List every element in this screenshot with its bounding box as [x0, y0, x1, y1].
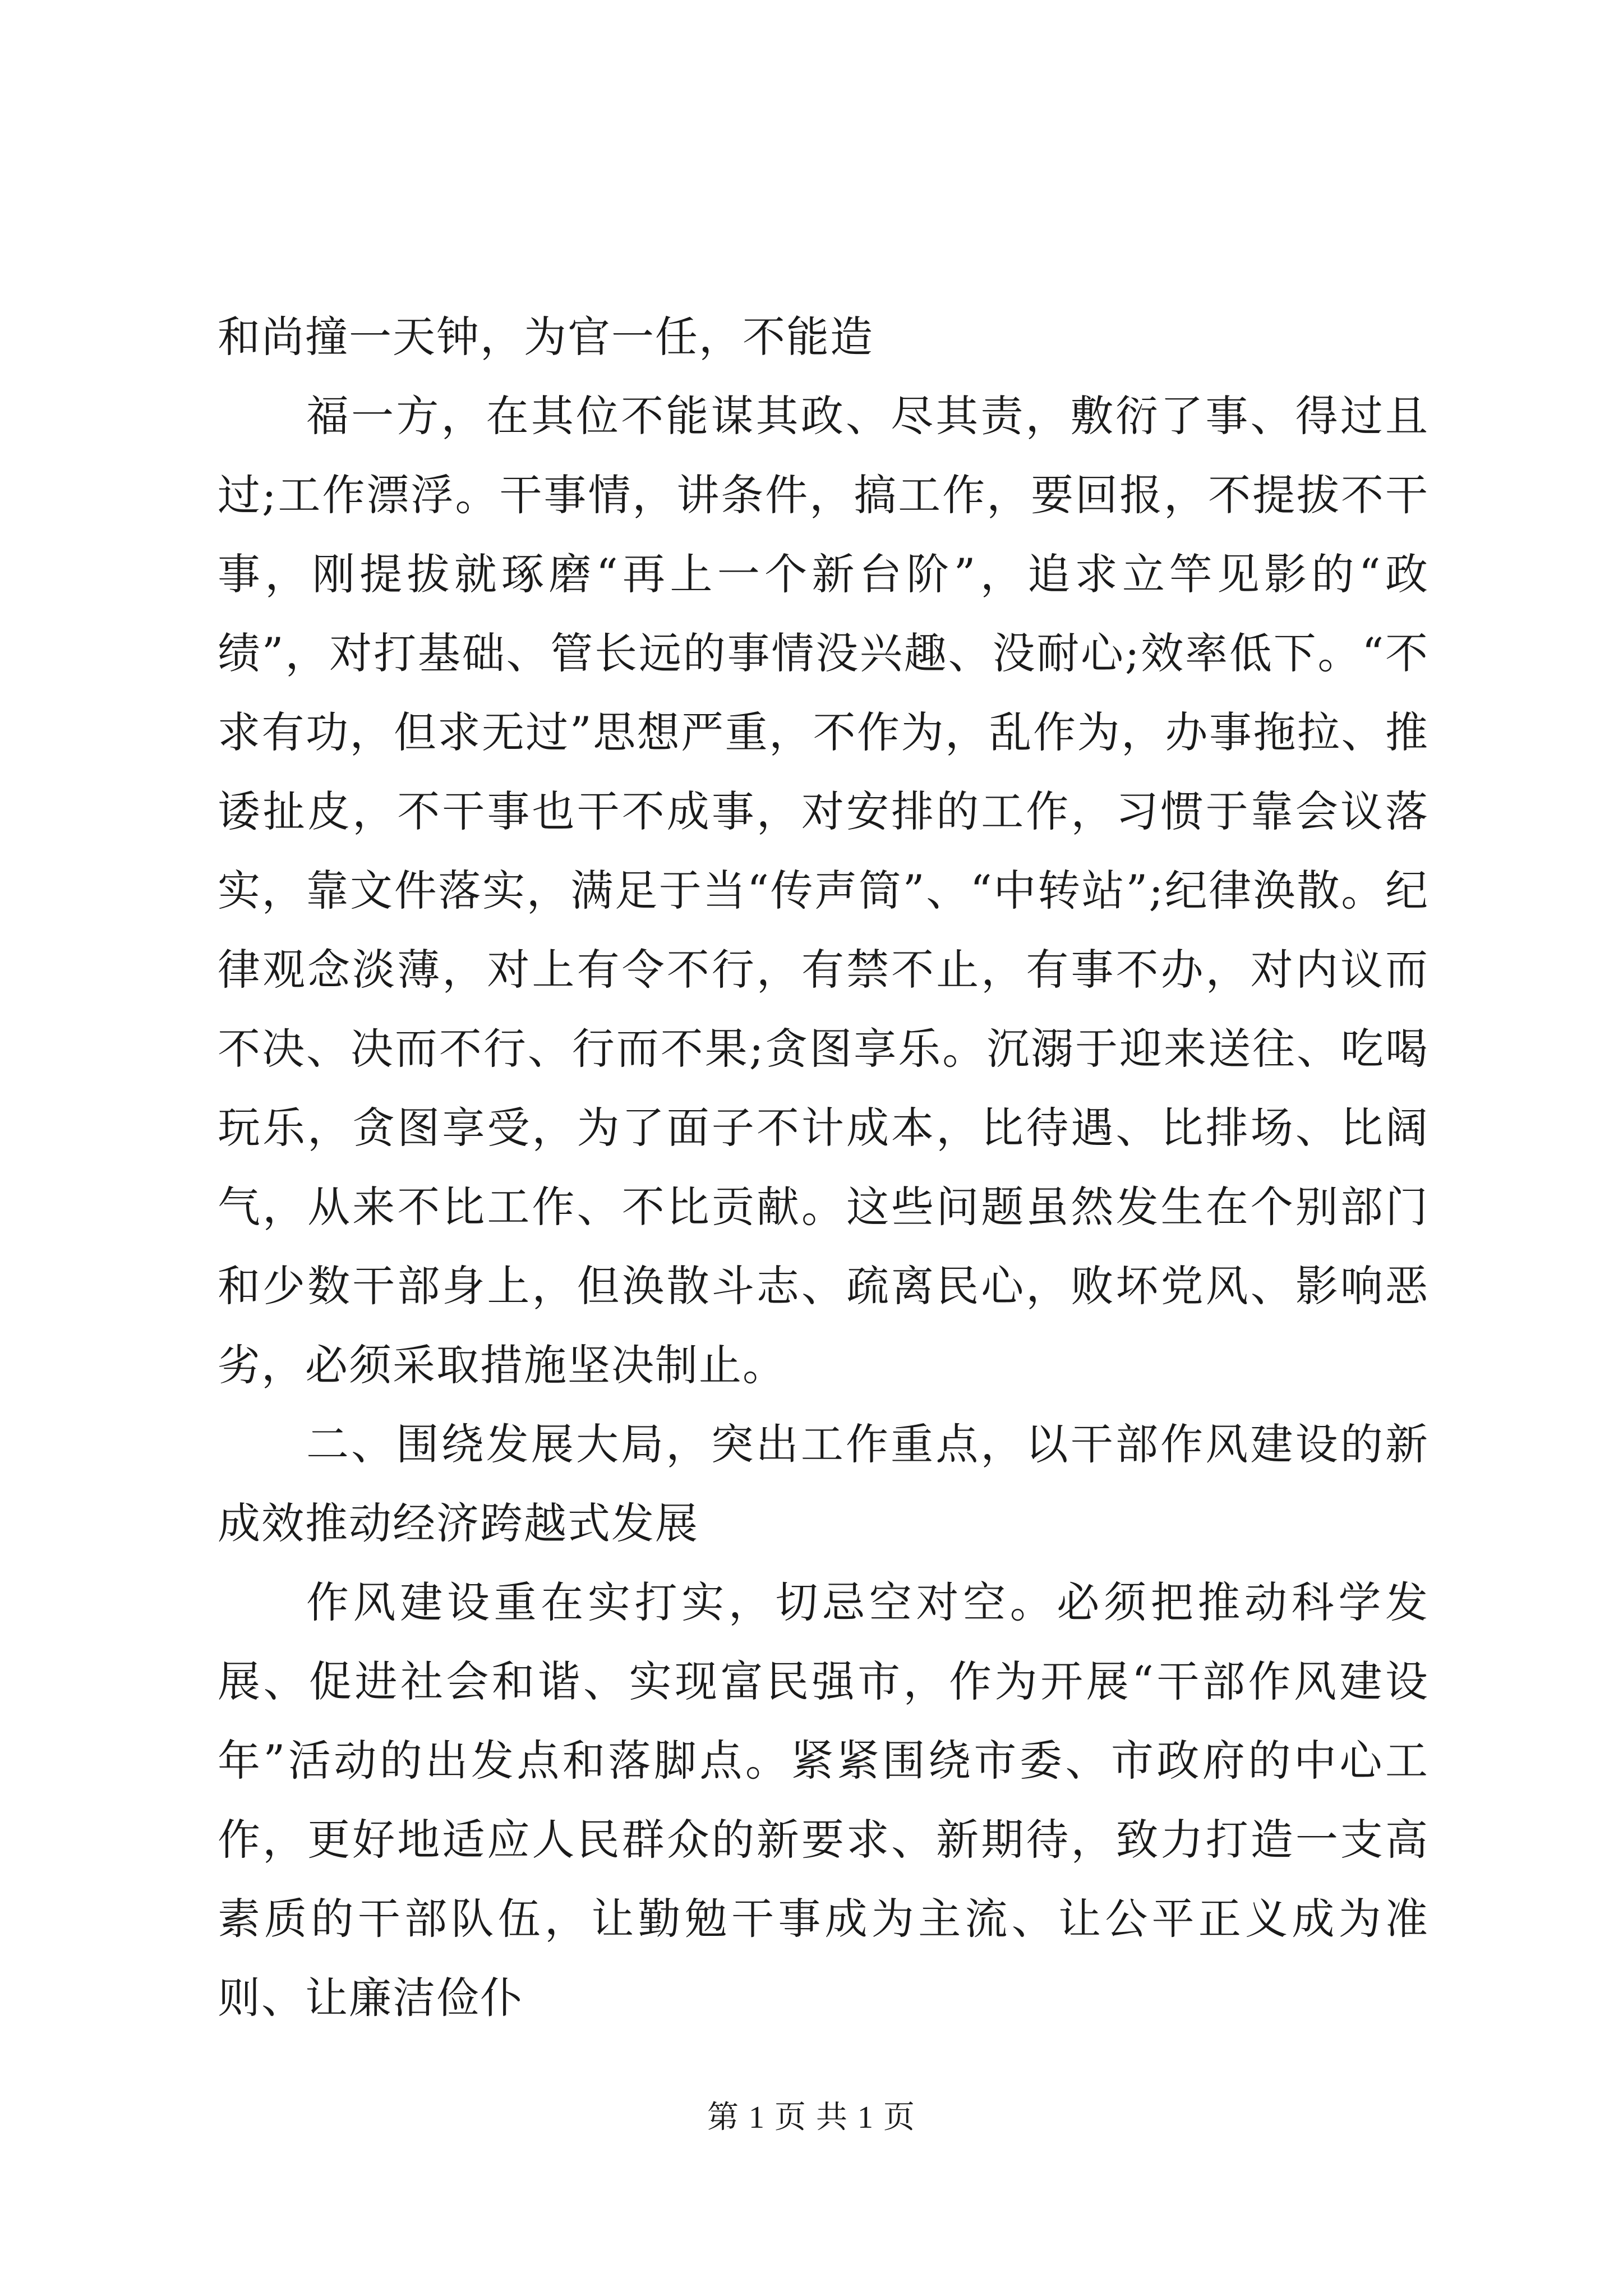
page-footer: 第 1 页 共 1 页 — [707, 2100, 916, 2135]
section-heading-two: 二、围绕发展大局，突出工作重点，以干部作风建设的新成效推动经济跨越式发展 — [218, 1419, 1429, 1548]
document-body — [218, 297, 1429, 2037]
paragraph-continuation: 和尚撞一天钟，为官一任，不能造 — [218, 312, 874, 362]
paragraph-work-style: 作风建设重在实打实，切忌空对空。必须把推动科学发展、促进社会和谐、实现富民强市，作为开展“干部作风建设年”活动的出发点和落脚点。紧紧围绕市委、市政府的中心工作，更好地适应人民群众的新要求、新期待，致力打造一支高素质的干部队伍，让勤勉干事成为主流、让公平正义成为准则、让廉洁俭仆 — [218, 1577, 1429, 2023]
paragraph-problems: 福一方，在其位不能谋其政、尽其责，敷衍了事、得过且过;工作漂浮。干事情，讲条件，搞工作，要回报，不提拔不干事，刚提拔就琢磨“再上一个新台阶”，追求立竿见影的“政绩”，对打基础、管长远的事情没兴趣、没耐心;效率低下。“不求有功，但求无过”思想严重，不作为，乱作为，办事拖拉、推诿扯皮，不干事也干不成事，对安排的工作，习惯于靠会议落实，靠文件落实，满足于当“传声筒”、“中转站”;纪律涣散。纪律观念淡薄，对上有令不行，有禁不止，有事不办，对内议而不决、决而不行、行而不果;贪图享乐。沉溺于迎来送往、吃喝玩乐，贪图享受，为了面子不计成本，比待遇、比排场、比阔气，从来不比工作、不比贡献。这些问题虽然发生在个别部门和少数干部身上，但涣散斗志、疏离民心，败坏党风、影响恶劣，必须采取措施坚决制止。 — [218, 391, 1429, 1390]
